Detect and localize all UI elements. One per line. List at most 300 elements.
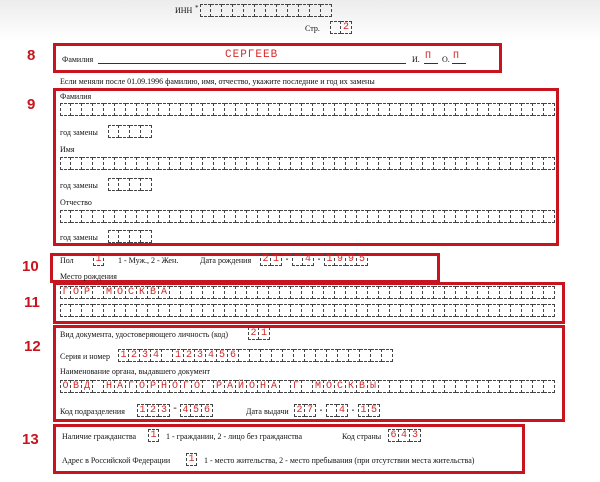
form-cell[interactable] [544,210,555,223]
form-cell[interactable] [544,304,555,317]
form-cell[interactable] [269,157,280,170]
form-cell[interactable] [338,349,349,362]
form-cell[interactable] [412,286,423,299]
form-cell[interactable]: 4 [206,349,217,362]
form-cell[interactable] [291,286,302,299]
form-cell[interactable] [544,286,555,299]
form-cell[interactable]: Й [236,380,247,393]
form-cell[interactable] [148,304,159,317]
form-cell[interactable] [434,103,445,116]
s8-initial-o-value[interactable]: П [453,51,460,62]
form-cell[interactable] [130,230,141,243]
form-cell[interactable] [467,380,478,393]
s8-surname-value[interactable]: СЕРГЕЕВ [225,49,279,61]
form-cell[interactable]: О [71,286,82,299]
s12-doctype-cells[interactable] [248,327,270,340]
form-cell[interactable] [500,286,511,299]
form-cell[interactable] [258,286,269,299]
form-cell[interactable] [214,103,225,116]
form-cell[interactable] [511,380,522,393]
form-cell[interactable]: 1 [186,453,197,466]
form-cell[interactable] [467,286,478,299]
form-cell[interactable] [305,349,316,362]
form-cell[interactable] [445,380,456,393]
s12-issuer-cells[interactable] [60,380,555,393]
form-cell[interactable] [302,286,313,299]
form-cell[interactable] [423,380,434,393]
form-cell[interactable] [368,103,379,116]
form-cell[interactable] [93,380,104,393]
form-cell[interactable]: С [335,380,346,393]
form-cell[interactable] [214,157,225,170]
form-cell[interactable]: 3 [140,349,151,362]
form-cell[interactable] [269,103,280,116]
form-cell[interactable] [222,4,233,17]
form-cell[interactable] [115,157,126,170]
form-cell[interactable]: Р [148,380,159,393]
form-cell[interactable] [280,210,291,223]
s11-birthplace-cells-row2[interactable] [60,304,555,317]
form-cell[interactable] [379,103,390,116]
form-cell[interactable] [489,286,500,299]
form-cell[interactable] [434,286,445,299]
form-cell[interactable] [137,103,148,116]
form-cell[interactable] [280,380,291,393]
s9-year3-cells[interactable] [108,230,152,243]
form-cell[interactable] [467,304,478,317]
form-cell[interactable] [412,380,423,393]
form-cell[interactable] [379,304,390,317]
form-cell[interactable] [357,210,368,223]
form-cell[interactable] [192,304,203,317]
form-cell[interactable]: О [192,380,203,393]
form-cell[interactable] [379,380,390,393]
form-cell[interactable] [371,349,382,362]
form-cell[interactable] [203,304,214,317]
form-cell[interactable] [445,286,456,299]
form-cell[interactable] [236,304,247,317]
form-cell[interactable] [126,157,137,170]
form-cell[interactable] [203,286,214,299]
form-cell[interactable]: 2 [248,327,259,340]
form-cell[interactable] [236,103,247,116]
form-cell[interactable] [192,210,203,223]
form-cell[interactable]: 3 [410,429,421,442]
form-cell[interactable] [244,4,255,17]
form-cell[interactable] [203,210,214,223]
form-cell[interactable] [544,157,555,170]
form-cell[interactable] [71,103,82,116]
form-cell[interactable] [330,21,341,34]
form-cell[interactable] [478,157,489,170]
page-number-cells[interactable] [330,21,352,34]
form-cell[interactable] [313,304,324,317]
inn-cells[interactable] [200,4,332,17]
form-cell[interactable]: 2 [184,349,195,362]
form-cell[interactable] [310,4,321,17]
form-cell[interactable] [390,210,401,223]
form-cell[interactable] [71,304,82,317]
form-cell[interactable] [316,349,327,362]
form-cell[interactable] [349,349,360,362]
form-cell[interactable] [181,103,192,116]
form-cell[interactable] [108,125,119,138]
form-cell[interactable] [489,210,500,223]
form-cell[interactable] [294,349,305,362]
form-cell[interactable] [60,157,71,170]
form-cell[interactable] [93,286,104,299]
form-cell[interactable] [511,103,522,116]
form-cell[interactable]: Г [181,380,192,393]
form-cell[interactable] [401,103,412,116]
form-cell[interactable] [423,304,434,317]
form-cell[interactable] [434,304,445,317]
s9-name-cells[interactable] [60,157,555,170]
form-cell[interactable] [313,157,324,170]
form-cell[interactable]: Р [82,286,93,299]
form-cell[interactable] [225,304,236,317]
form-cell[interactable]: О [137,380,148,393]
s10-sex-cell[interactable] [93,253,104,266]
form-cell[interactable] [211,4,222,17]
form-cell[interactable]: 1 [324,253,335,266]
form-cell[interactable] [291,157,302,170]
form-cell[interactable]: 3 [159,404,170,417]
form-cell[interactable] [236,286,247,299]
form-cell[interactable]: 5 [191,404,202,417]
form-cell[interactable] [379,286,390,299]
form-cell[interactable] [126,304,137,317]
form-cell[interactable] [478,210,489,223]
form-cell[interactable] [269,304,280,317]
form-cell[interactable]: 4 [303,253,314,266]
form-cell[interactable]: О [247,380,258,393]
form-cell[interactable] [302,304,313,317]
form-cell[interactable] [401,380,412,393]
form-cell[interactable]: 1 [271,253,282,266]
form-cell[interactable] [500,380,511,393]
form-cell[interactable] [346,103,357,116]
form-cell[interactable]: О [115,286,126,299]
form-cell[interactable] [137,210,148,223]
form-cell[interactable] [115,103,126,116]
form-cell[interactable] [258,304,269,317]
form-cell[interactable] [379,157,390,170]
form-cell[interactable] [277,4,288,17]
form-cell[interactable] [141,125,152,138]
form-cell[interactable] [93,304,104,317]
form-cell[interactable] [324,210,335,223]
form-cell[interactable] [533,380,544,393]
form-cell[interactable]: Р [214,380,225,393]
form-cell[interactable] [500,210,511,223]
form-cell[interactable] [170,157,181,170]
form-cell[interactable]: В [357,380,368,393]
form-cell[interactable] [346,157,357,170]
form-cell[interactable] [130,178,141,191]
form-cell[interactable]: Н [258,380,269,393]
form-cell[interactable] [382,349,393,362]
form-cell[interactable] [335,157,346,170]
form-cell[interactable] [93,157,104,170]
form-cell[interactable] [478,380,489,393]
form-cell[interactable]: 1 [93,253,104,266]
form-cell[interactable]: 9 [335,253,346,266]
form-cell[interactable] [126,103,137,116]
form-cell[interactable] [108,230,119,243]
form-cell[interactable]: 1 [358,404,369,417]
form-cell[interactable] [170,103,181,116]
form-cell[interactable]: О [60,380,71,393]
form-cell[interactable] [247,304,258,317]
form-cell[interactable]: 1 [173,349,184,362]
form-cell[interactable] [71,157,82,170]
form-cell[interactable]: 5 [369,404,380,417]
form-cell[interactable] [214,304,225,317]
form-cell[interactable] [368,157,379,170]
form-cell[interactable]: 6 [388,429,399,442]
form-cell[interactable] [82,103,93,116]
form-cell[interactable] [225,103,236,116]
form-cell[interactable] [423,157,434,170]
form-cell[interactable]: 6 [202,404,213,417]
form-cell[interactable] [500,103,511,116]
s12-dept-cells[interactable] [137,404,213,417]
form-cell[interactable]: К [137,286,148,299]
form-cell[interactable]: 2 [148,404,159,417]
form-cell[interactable] [346,304,357,317]
form-cell[interactable] [214,286,225,299]
form-cell[interactable] [401,304,412,317]
form-cell[interactable] [533,103,544,116]
form-cell[interactable] [357,286,368,299]
form-cell[interactable] [181,304,192,317]
form-cell[interactable] [533,157,544,170]
form-cell[interactable] [357,157,368,170]
form-cell[interactable] [390,304,401,317]
form-cell[interactable] [368,286,379,299]
s9-patronymic-cells[interactable] [60,210,555,223]
s13-address-cell[interactable] [186,453,197,466]
form-cell[interactable] [445,157,456,170]
form-cell[interactable]: А [269,380,280,393]
form-cell[interactable] [544,380,555,393]
form-cell[interactable] [170,286,181,299]
form-cell[interactable] [159,210,170,223]
form-cell[interactable] [522,286,533,299]
s9-surname-cells[interactable] [60,103,555,116]
form-cell[interactable] [412,157,423,170]
form-cell[interactable] [456,286,467,299]
form-cell[interactable] [192,157,203,170]
form-cell[interactable] [478,286,489,299]
form-cell[interactable] [368,304,379,317]
form-cell[interactable]: 3 [195,349,206,362]
form-cell[interactable] [324,157,335,170]
form-cell[interactable]: 5 [217,349,228,362]
form-cell[interactable] [71,210,82,223]
form-cell[interactable] [357,103,368,116]
form-cell[interactable] [327,349,338,362]
form-cell[interactable] [258,103,269,116]
form-cell[interactable] [170,304,181,317]
form-cell[interactable]: Н [104,380,115,393]
form-cell[interactable] [511,210,522,223]
form-cell[interactable] [401,157,412,170]
form-cell[interactable] [335,103,346,116]
form-cell[interactable] [239,349,250,362]
form-cell[interactable]: А [115,380,126,393]
form-cell[interactable] [321,4,332,17]
form-cell[interactable] [261,349,272,362]
form-cell[interactable] [445,210,456,223]
form-cell[interactable] [159,103,170,116]
form-cell[interactable] [170,210,181,223]
form-cell[interactable] [489,157,500,170]
form-cell[interactable]: Н [159,380,170,393]
form-cell[interactable] [141,230,152,243]
form-cell[interactable] [93,210,104,223]
form-cell[interactable] [192,103,203,116]
form-cell[interactable] [412,103,423,116]
form-cell[interactable] [266,4,277,17]
form-cell[interactable] [390,103,401,116]
form-cell[interactable] [203,157,214,170]
form-cell[interactable] [302,103,313,116]
form-cell[interactable] [533,286,544,299]
form-cell[interactable] [412,304,423,317]
form-cell[interactable]: 6 [228,349,239,362]
form-cell[interactable] [115,210,126,223]
form-cell[interactable] [181,286,192,299]
form-cell[interactable] [108,178,119,191]
form-cell[interactable] [467,103,478,116]
form-cell[interactable] [269,210,280,223]
form-cell[interactable] [522,380,533,393]
form-cell[interactable]: А [225,380,236,393]
form-cell[interactable] [467,157,478,170]
form-cell[interactable] [60,210,71,223]
form-cell[interactable] [288,4,299,17]
form-cell[interactable] [434,157,445,170]
s12-issue-date-cells[interactable] [294,404,380,417]
form-cell[interactable] [137,157,148,170]
form-cell[interactable] [478,304,489,317]
form-cell[interactable]: 1 [259,327,270,340]
form-cell[interactable] [302,157,313,170]
form-cell[interactable] [299,4,310,17]
form-cell[interactable] [258,210,269,223]
form-cell[interactable]: Г [291,380,302,393]
form-cell[interactable] [258,157,269,170]
form-cell[interactable] [93,103,104,116]
form-cell[interactable] [357,304,368,317]
form-cell[interactable] [148,157,159,170]
form-cell[interactable] [445,304,456,317]
form-cell[interactable] [181,210,192,223]
form-cell[interactable] [511,304,522,317]
form-cell[interactable]: 2 [294,404,305,417]
form-cell[interactable] [313,103,324,116]
form-cell[interactable]: Ы [368,380,379,393]
form-cell[interactable] [368,210,379,223]
form-cell[interactable] [247,103,258,116]
form-cell[interactable] [137,304,148,317]
form-cell[interactable] [82,210,93,223]
form-cell[interactable]: Г [60,286,71,299]
form-cell[interactable] [236,157,247,170]
form-cell[interactable] [214,210,225,223]
form-cell[interactable] [522,210,533,223]
s8-initial-i-value[interactable]: П [425,51,432,62]
form-cell[interactable] [203,380,214,393]
form-cell[interactable] [360,349,371,362]
form-cell[interactable] [82,304,93,317]
form-cell[interactable] [247,210,258,223]
form-cell[interactable]: 2 [129,349,140,362]
form-cell[interactable] [544,103,555,116]
form-cell[interactable] [255,4,266,17]
form-cell[interactable] [130,125,141,138]
form-cell[interactable] [401,210,412,223]
form-cell[interactable]: 4 [180,404,191,417]
form-cell[interactable] [104,157,115,170]
form-cell[interactable] [283,349,294,362]
form-cell[interactable] [291,210,302,223]
form-cell[interactable] [489,380,500,393]
form-cell[interactable] [346,286,357,299]
form-cell[interactable] [379,210,390,223]
form-cell[interactable] [82,157,93,170]
form-cell[interactable] [434,380,445,393]
form-cell[interactable] [60,103,71,116]
form-cell[interactable] [423,286,434,299]
form-cell[interactable]: 1 [118,349,129,362]
form-cell[interactable] [401,286,412,299]
form-cell[interactable] [533,210,544,223]
form-cell[interactable]: 1 [137,404,148,417]
form-cell[interactable] [478,103,489,116]
form-cell[interactable] [181,157,192,170]
form-cell[interactable] [272,349,283,362]
form-cell[interactable] [159,304,170,317]
form-cell[interactable] [280,286,291,299]
form-cell[interactable] [390,157,401,170]
form-cell[interactable] [200,4,211,17]
form-cell[interactable] [247,286,258,299]
form-cell[interactable]: 4 [399,429,410,442]
form-cell[interactable] [423,103,434,116]
form-cell[interactable] [119,178,130,191]
form-cell[interactable] [233,4,244,17]
s11-birthplace-cells-row1[interactable] [60,286,555,299]
form-cell[interactable] [412,210,423,223]
form-cell[interactable] [104,210,115,223]
form-cell[interactable] [141,178,152,191]
form-cell[interactable] [335,304,346,317]
form-cell[interactable] [313,286,324,299]
form-cell[interactable] [522,304,533,317]
form-cell[interactable] [291,304,302,317]
form-cell[interactable] [511,157,522,170]
form-cell[interactable] [533,304,544,317]
form-cell[interactable]: Г [126,380,137,393]
form-cell[interactable]: 2 [260,253,271,266]
form-cell[interactable] [324,103,335,116]
form-cell[interactable] [522,157,533,170]
form-cell[interactable]: В [148,286,159,299]
s9-year1-cells[interactable] [108,125,152,138]
